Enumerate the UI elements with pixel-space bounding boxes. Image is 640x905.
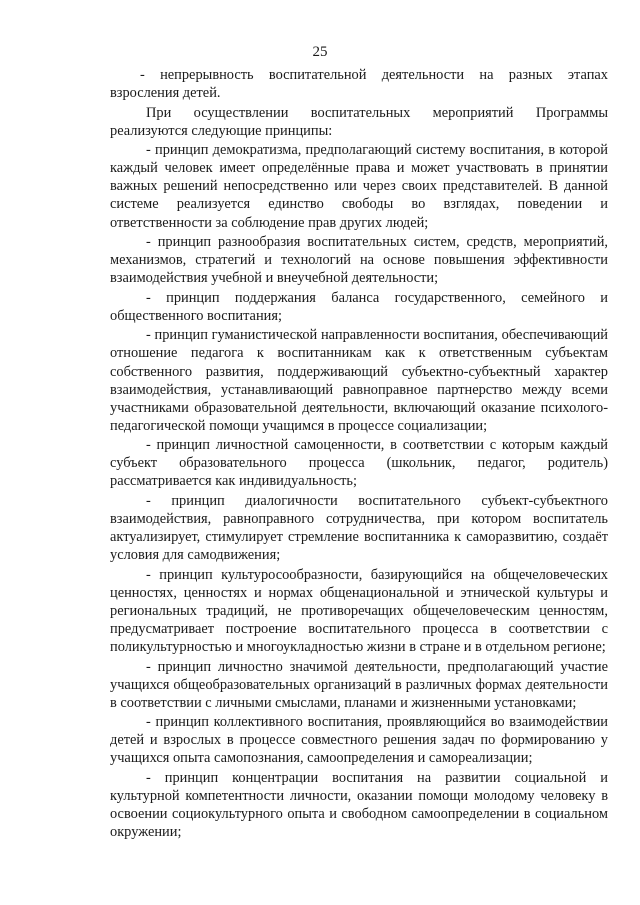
paragraph-humanistic-principle: - принцип гуманистической направленности воспитания, обеспечивающий отношение педагога к воспитанникам как к ответственным субъектам собственного развития, поддерживающий субъектно-субъектный характер взаимодействия, устанавливающий равноправное партнерство между всеми участниками образовательной деятельности, включающий оказание психолого-педагогической помощи учащимся в процессе социализации;	[110, 327, 608, 434]
document-body	[110, 66, 608, 843]
paragraph-continuity: - непрерывность воспитательной деятельности на разных этапах взросления детей.	[110, 67, 608, 102]
paragraph-meaningful-activity-principle: - принцип личностно значимой деятельности, предполагающий участие учащихся общеобразовательных организаций в различных формах деятельности в соответствии с личными смыслами, планами и жизненными установками;	[110, 658, 608, 711]
paragraph-dialogue-principle: - принцип диалогичности воспитательного субъект-субъектного взаимодействия, равноправного сотрудничества, при котором воспитатель актуализирует, стимулирует стремление воспитанника к саморазвитию, создаёт условия для самодвижения;	[110, 492, 608, 564]
paragraph-principles-intro: При осуществлении воспитательных мероприятий Программы реализуются следующие принципы:	[110, 104, 608, 139]
paragraph-democracy-principle: - принцип демократизма, предполагающий систему воспитания, в которой каждый человек имеет определённые права и может участвовать в принятии важных решений непосредственно или через своих представителей. В данной системе реализуется единство свободы во взглядах, поведении и ответственности за соблюдение прав других людей;	[110, 142, 608, 231]
paragraph-diversity-principle: - принцип разнообразия воспитательных систем, средств, мероприятий, механизмов, стратегий и технологий на основе повышения эффективности взаимодействия учебной и внеучебной деятельности;	[110, 234, 608, 287]
paragraph-collective-upbringing-principle: - принцип коллективного воспитания, проявляющийся во взаимодействии детей и взрослых в процессе совместного решения задач по формированию у учащихся опыта самопознания, самоопределения и самореализации;	[110, 714, 608, 767]
paragraph-cultural-conformity-principle: - принцип культуросообразности, базирующийся на общечеловеческих ценностях, ценностях и нормах общенациональной и этнической культуры и региональных традиций, не противоречащих общечеловеческим ценностям, предусматривает построение воспитательного процесса в соответствии с поликультурностью и многоукладностью жизни в стране и в отдельном регионе;	[110, 566, 608, 655]
paragraph-social-competence-principle: - принцип концентрации воспитания на развитии социальной и культурной компетентности личности, оказании помощи молодому человеку в освоении социокультурного опыта и свободном самоопределении в социальном окружении;	[110, 769, 608, 841]
paragraph-self-worth-principle: - принцип личностной самоценности, в соответствии с которым каждый субъект образовательного процесса (школьник, педагог, родитель) рассматривается как индивидуальность;	[110, 437, 608, 490]
paragraph-balance-principle: - принцип поддержания баланса государственного, семейного и общественного воспитания;	[110, 289, 608, 324]
page-number: 25	[312, 44, 328, 60]
